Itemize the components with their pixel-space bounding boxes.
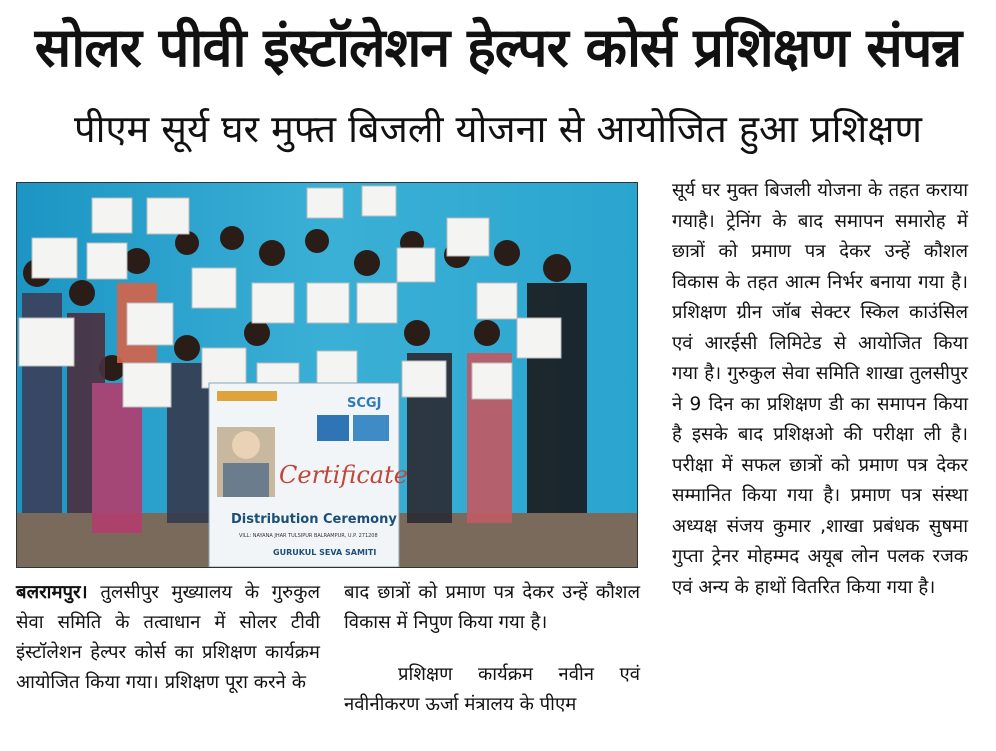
article-text-col3: सूर्य घर मुक्त बिजली योजना के तहत कराया गयाहै। ट्रेनिंग के बाद समापन समारोह में छात्रों को प्रमाण पत्र देकर उन्हें कौशल विकास के तहत आत्म निर्भर बनाया गया है। प्रशिक्षण ग्रीन जॉब सेक्टर स्किल काउंसिल एवं आरईसी लिमिटेड से आयोजित किया गया है। गुरुकुल सेवा समिति शाखा तुलसीपुर ने 9 दिन का प्रशिक्षण डी का समापन किया है इसके बाद प्रशिक्षओ की परीक्षा ली है। परीक्षा में सफल छात्रों को प्रमाण पत्र देकर सम्मानित किया गया है। प्रमाण पत्र संस्था अध्यक्ष संजय कुमार ,शाखा प्रबंधक सुषमा गुप्ता ट्रेनर मोहम्मद अयूब लोन पलक रजक एवं अन्य के हाथों वितरित किया गया है। [672, 180, 974, 598]
article-text-col2-para1: बाद छात्रों को प्रमाण पत्र देकर उन्हें कौशल विकास में निपुण किया गया है। [344, 582, 646, 633]
article-text-col1: तुलसीपुर मुख्यालय के गुरुकुल सेवा समिति के तत्वाधान में सोलर टीवी इंस्टॉलेशन हेल्पर कोर्स का प्रशिक्षण कार्यक्रम आयोजित किया गया। प्रशिक्षण पूरा करने के [16, 582, 326, 693]
article-column-3 [672, 176, 974, 748]
article-text-col2-para2: प्रशिक्षण कार्यक्रम नवीन एवं नवीनीकरण ऊर्जा मंत्रालय के पीएम [344, 664, 646, 715]
article-column-1 [16, 578, 326, 748]
article-column-2 [344, 578, 646, 748]
subheadline: पीएम सूर्य घर मुफ्त बिजली योजना से आयोजित हुआ प्रशिक्षण [74, 107, 922, 151]
banner-title: Certificate [279, 461, 408, 489]
news-photo [16, 182, 638, 568]
banner-subtitle: Distribution Ceremony [231, 512, 397, 527]
headline: सोलर पीवी इंस्टॉलेशन हेल्पर कोर्स प्रशिक्षण संपन्न [34, 16, 962, 79]
banner-org: GURUKUL SEVA SAMITI [273, 548, 377, 557]
dateline: बलरामपुर। [16, 582, 88, 603]
banner-logo: SCGJ [347, 396, 382, 411]
banner-address: VILL: NAYANA JHAR TULSIPUR BALRAMPUR, U.P. 271208 [239, 533, 378, 539]
